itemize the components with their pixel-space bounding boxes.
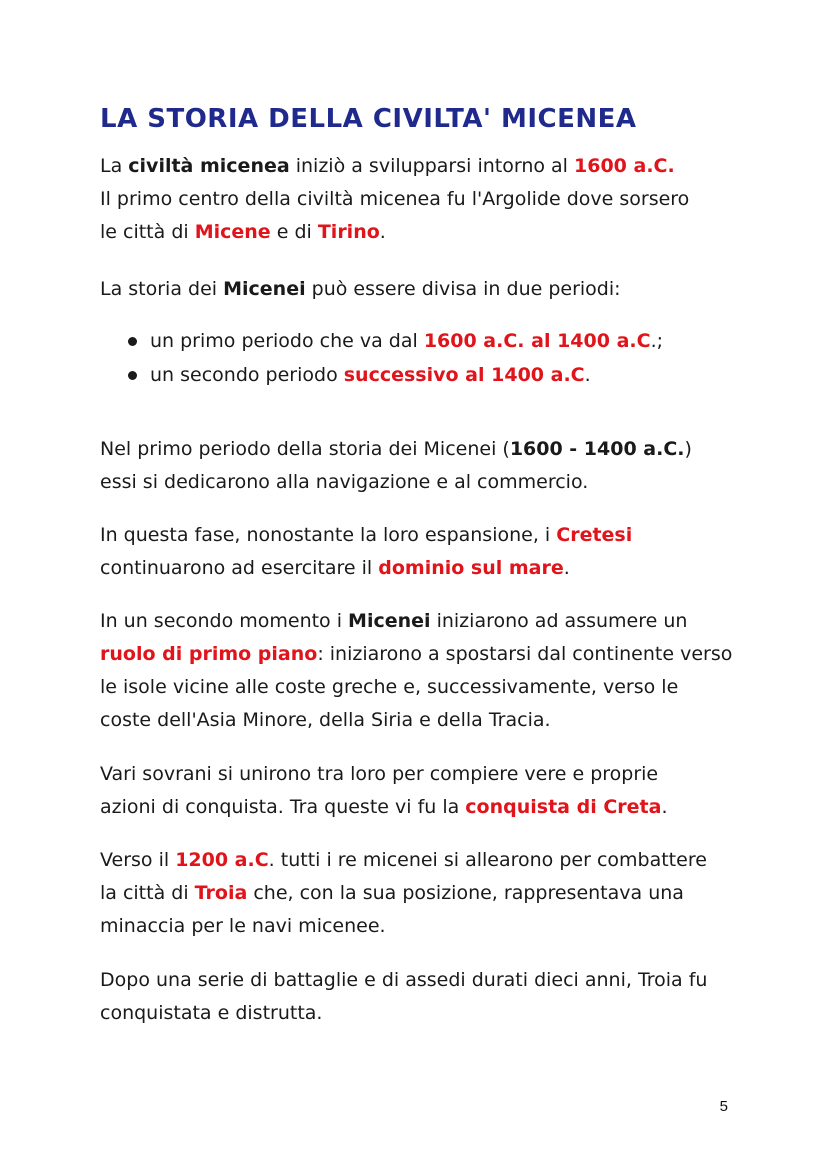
text: ): [684, 438, 692, 460]
paragraph-troy: [100, 844, 707, 943]
text-bold: Micenei: [223, 278, 306, 300]
text: .: [563, 557, 570, 579]
paragraph-periods: [100, 273, 621, 306]
text: un primo periodo che va dal: [150, 330, 424, 352]
text: iniziò a svilupparsi intorno al: [289, 155, 575, 177]
paragraph-cretans: [100, 519, 632, 585]
paragraph-intro: [100, 150, 689, 249]
text: Verso il: [100, 849, 176, 871]
highlight-date: successivo al 1400 a.C: [343, 364, 585, 386]
highlight-place: Troia: [194, 882, 248, 904]
list-item: [128, 358, 663, 392]
page-title: LA STORIA DELLA CIVILTA' MICENEA: [100, 104, 637, 134]
highlight: dominio sul mare: [378, 557, 564, 579]
text: .;: [650, 330, 664, 352]
highlight-date: 1200 a.C: [175, 849, 269, 871]
text: coste dell'Asia Minore, della Siria e della Tracia.: [100, 709, 551, 731]
text: le città di: [100, 221, 195, 243]
text: La storia dei: [100, 278, 224, 300]
text: che, con la sua posizione, rappresentava una: [247, 882, 684, 904]
highlight-date: 1600 a.C.: [574, 155, 675, 177]
text: : iniziarono a spostarsi dal continente verso: [317, 643, 733, 665]
paragraph-conquest: [100, 758, 668, 824]
text-bold: 1600 - 1400 a.C.: [509, 438, 685, 460]
text: e di: [270, 221, 318, 243]
text: Il primo centro della civiltà micenea fu l'Argolide dove sorsero: [100, 188, 690, 210]
text: iniziarono ad assumere un: [430, 610, 688, 632]
text: .: [584, 364, 591, 386]
bullet-icon: [128, 337, 137, 346]
text: un secondo periodo: [150, 364, 344, 386]
text: La: [100, 155, 129, 177]
period-list: [128, 324, 663, 392]
text: essi si dedicarono alla navigazione e al commercio.: [100, 471, 589, 493]
highlight-date: 1600 a.C. al 1400 a.C: [423, 330, 651, 352]
text: Nel primo periodo della storia dei Micenei (: [100, 438, 510, 460]
highlight: conquista di Creta: [465, 796, 662, 818]
text: Vari sovrani si unirono tra loro per compiere vere e proprie: [100, 763, 659, 785]
text: la città di: [100, 882, 195, 904]
text: .: [379, 221, 386, 243]
text: In un secondo momento i: [100, 610, 349, 632]
paragraph-first-period: [100, 433, 692, 499]
text-bold: Micenei: [348, 610, 431, 632]
text: Dopo una serie di battaglie e di assedi durati dieci anni, Troia fu: [100, 969, 708, 991]
text: minaccia per le navi micenee.: [100, 915, 386, 937]
paragraph-expansion: [100, 605, 732, 737]
text: In questa fase, nonostante la loro espansione, i: [100, 524, 557, 546]
text: .: [661, 796, 668, 818]
text: conquistata e distrutta.: [100, 1002, 323, 1024]
text: continuarono ad esercitare il: [100, 557, 379, 579]
bullet-icon: [128, 371, 137, 380]
highlight: Cretesi: [556, 524, 633, 546]
paragraph-conclusion: [100, 964, 707, 1030]
text: . tutti i re micenei si allearono per combattere: [268, 849, 707, 871]
list-item: [128, 324, 663, 358]
text-bold: civiltà micenea: [128, 155, 290, 177]
text: può essere divisa in due periodi:: [305, 278, 621, 300]
highlight-place: Micene: [194, 221, 271, 243]
highlight: ruolo di primo piano: [100, 643, 318, 665]
text: azioni di conquista. Tra queste vi fu la: [100, 796, 466, 818]
text: le isole vicine alle coste greche e, successivamente, verso le: [100, 676, 679, 698]
page-number: 5: [719, 1098, 728, 1115]
highlight-place: Tirino: [317, 221, 380, 243]
